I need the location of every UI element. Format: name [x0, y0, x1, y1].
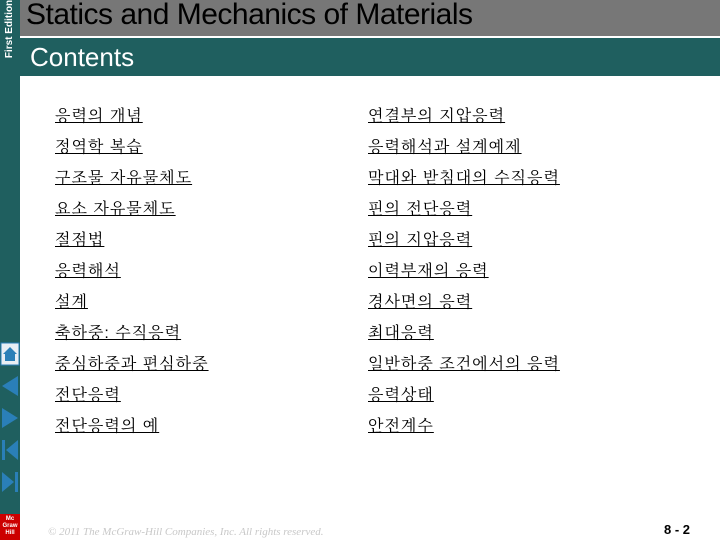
- edition-text: First Edition: [4, 0, 15, 59]
- contents-link[interactable]: 전단응력의 예: [55, 418, 160, 435]
- contents-link[interactable]: 핀의 전단응력: [368, 201, 473, 218]
- contents-link[interactable]: 응력해석: [55, 263, 121, 280]
- contents-link[interactable]: 구조물 자유물체도: [55, 170, 193, 187]
- back-button[interactable]: [0, 374, 20, 398]
- section-bar: [20, 38, 720, 76]
- edition-label: [0, 0, 20, 58]
- home-icon: [0, 342, 20, 366]
- contents-link[interactable]: 정역학 복습: [55, 139, 143, 156]
- page-title: Statics and Mechanics of Materials: [26, 0, 473, 31]
- contents-link[interactable]: 축하중: 수직응력: [55, 325, 182, 342]
- home-button[interactable]: [0, 342, 20, 366]
- contents-link[interactable]: 경사면의 응력: [368, 294, 473, 311]
- contents-link[interactable]: 최대응력: [368, 325, 434, 342]
- contents-left-column: [55, 103, 209, 444]
- contents-link[interactable]: 응력해석과 설계예제: [368, 139, 522, 156]
- forward-button[interactable]: [0, 406, 20, 430]
- contents-link[interactable]: 응력의 개념: [55, 108, 143, 125]
- title-bar: [20, 0, 720, 36]
- logo-text: Mc Graw Hill: [2, 516, 18, 536]
- contents-link[interactable]: 전단응력: [55, 387, 121, 404]
- contents-link[interactable]: 설계: [55, 294, 88, 311]
- contents-link[interactable]: 일반하중 조건에서의 응력: [368, 356, 560, 373]
- contents-link[interactable]: 중심하중과 편심하중: [55, 356, 209, 373]
- page-number: 8 - 2: [664, 522, 691, 537]
- back-icon: [0, 374, 20, 398]
- first-button[interactable]: [0, 438, 20, 462]
- contents-link[interactable]: 이력부재의 응력: [368, 263, 489, 280]
- forward-icon: [0, 406, 20, 430]
- contents-link[interactable]: 응력상태: [368, 387, 434, 404]
- contents-link[interactable]: 연결부의 지압응력: [368, 108, 506, 125]
- mcgraw-hill-logo: [0, 514, 20, 540]
- contents-right-column: [368, 103, 560, 444]
- contents-link[interactable]: 절점법: [55, 232, 105, 249]
- section-title: Contents: [30, 42, 135, 72]
- contents-link[interactable]: 안전계수: [368, 418, 434, 435]
- contents-link[interactable]: 막대와 받침대의 수직응력: [368, 170, 560, 187]
- contents-link[interactable]: 핀의 지압응력: [368, 232, 473, 249]
- contents-link[interactable]: 요소 자유물체도: [55, 201, 176, 218]
- last-icon: [0, 470, 20, 494]
- first-icon: [0, 438, 20, 462]
- copyright-notice: © 2011 The McGraw-Hill Companies, Inc. All rights reserved.: [48, 526, 324, 538]
- last-button[interactable]: [0, 470, 20, 494]
